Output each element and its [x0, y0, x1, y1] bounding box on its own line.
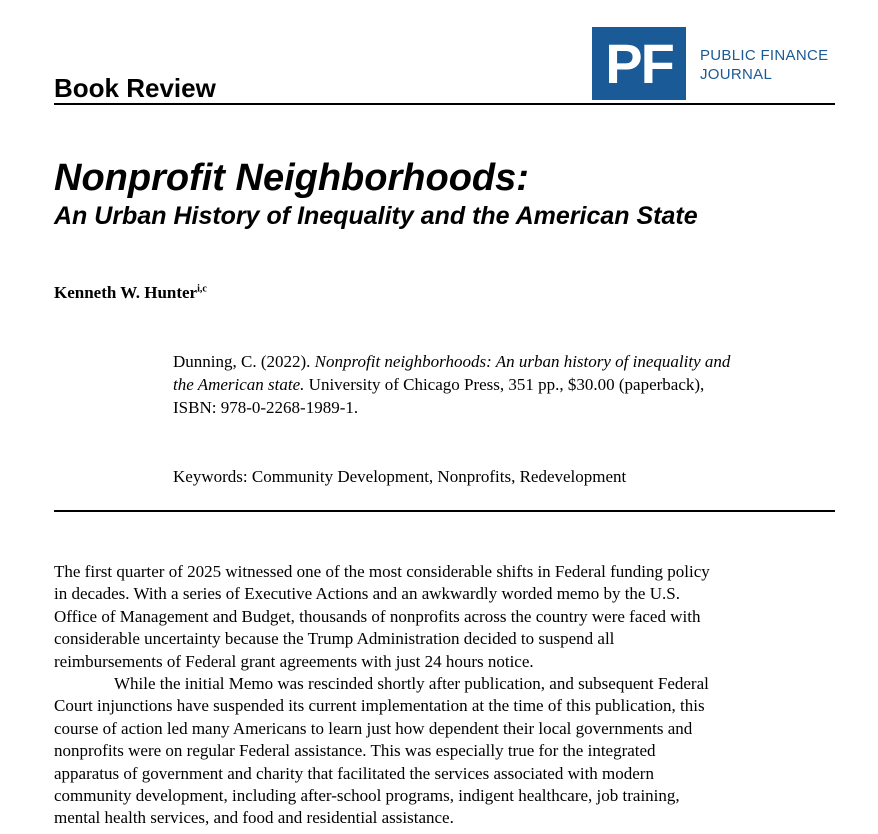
body-text: [54, 561, 844, 830]
text-line: community development, including after-school programs, indigent healthcare, job training,: [54, 786, 680, 806]
text-line: While the initial Memo was rescinded shortly after publication, and subsequent Federal: [114, 674, 709, 694]
abstract-divider: [54, 510, 835, 512]
text-line: in decades. With a series of Executive Actions and an awkwardly worded memo by the U.S.: [54, 584, 680, 604]
journal-logo: [592, 27, 686, 100]
journal-name: [700, 46, 828, 84]
citation-isbn: ISBN: 978-0-2268-1989-1.: [173, 398, 359, 417]
text-line: reimbursements of Federal grant agreements with just 24 hours notice.: [54, 651, 534, 671]
paragraph-1: [54, 561, 844, 673]
journal-name-line2: JOURNAL: [700, 66, 773, 83]
text-line: mental health services, and food and residential assistance.: [54, 808, 454, 828]
paragraph-2: [54, 673, 844, 830]
text-line: The first quarter of 2025 witnessed one of the most considerable shifts in Federal funding policy: [54, 562, 710, 581]
text-line: Court injunctions have suspended its current implementation at the time of this publication, this: [54, 696, 705, 716]
author-affiliation: i,c: [197, 283, 207, 295]
article-subtitle: An Urban History of Inequality and the American State: [54, 202, 698, 230]
text-line: considerable uncertainty because the Trump Administration decided to suspend all: [54, 629, 615, 649]
citation-book-title-part1: Nonprofit neighborhoods: An urban history of inequality and: [314, 352, 731, 371]
citation-author-year: Dunning, C. (2022).: [173, 352, 315, 371]
book-citation: [173, 350, 843, 419]
author-name: [54, 282, 207, 304]
text-line: course of action led many Americans to learn just how dependent their local governments and: [54, 718, 693, 738]
author-name-text: Kenneth W. Hunter: [54, 283, 198, 302]
header-divider: [54, 103, 835, 105]
section-label: Book Review: [54, 73, 216, 103]
article-title: Nonprofit Neighborhoods:: [54, 157, 529, 199]
citation-publisher: University of Chicago Press, 351 pp., $30.00 (paperback),: [304, 375, 705, 394]
keywords: Keywords: Community Development, Nonprofits, Redevelopment: [173, 467, 627, 486]
citation-line-2: [173, 373, 843, 396]
text-line: apparatus of government and charity that facilitated the services associated with modern: [54, 763, 654, 783]
citation-line-1: [173, 350, 843, 373]
text-line: nonprofits were on regular Federal assistance. This was especially true for the integrated: [54, 741, 656, 761]
citation-book-title-part2: the American state.: [173, 375, 305, 394]
logo-mark: PF: [605, 31, 673, 95]
text-line: Office of Management and Budget, thousands of nonprofits across the country were faced with: [54, 606, 701, 626]
journal-name-line1: PUBLIC FINANCE: [700, 47, 829, 64]
